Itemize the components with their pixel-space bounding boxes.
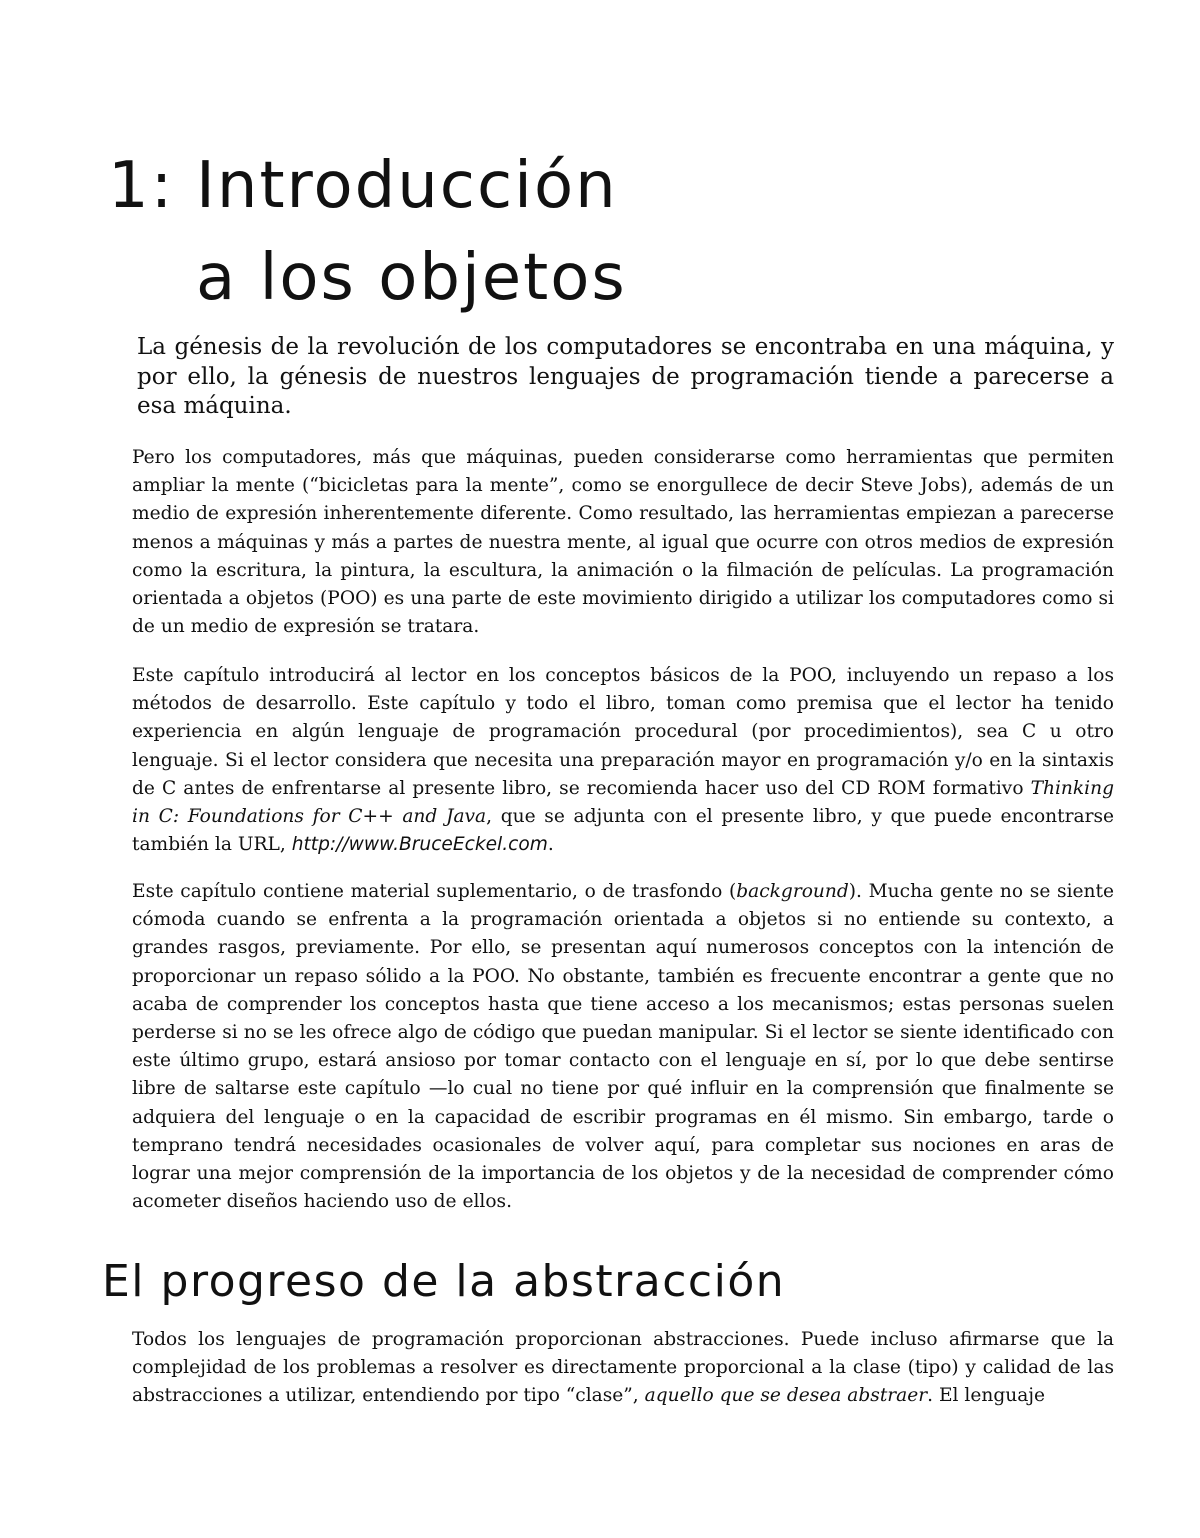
paragraph-3-text-b: ). Mucha gente no se siente cómoda cuando se enfrenta a la programación orientada a objetos si no entiende su contexto, a grandes rasgos, previamente. Por ello, se presentan aquí numerosos conceptos con la intención de proporcionar un repaso sólido a la POO. No obstante, también es frecuente encontrar a gente que no acaba de comprender los conceptos hasta que tiene acceso a los mecanismos; estas personas suelen perderse si no se les ofrece algo de código que puedan manipular. Si el lector se siente identificado con este último grupo, estará ansioso por tomar contacto con el lenguaje en sí, por lo que debe sentirse libre de saltarse este capítulo —lo cual no tiene por qué influir en la comprensión que finalmente se adquiera del lenguaje o en la capacidad de escribir programas en él mismo. Sin embargo, tarde o temprano tendrá necesidades ocasionales de volver aquí, para completar sus nociones en aras de lograr una mejor comprensión de la importancia de los objetos y de la necesidad de comprender cómo acometer diseños haciendo uso de ellos. [132, 881, 1114, 1213]
paragraph-4-text-b: . El lenguaje [927, 1385, 1046, 1407]
chapter-title [108, 140, 627, 324]
paragraph-2-text-b: , que se adjunta con el presente libro, y que puede encontrarse también la URL, [132, 806, 1115, 856]
paragraph-3 [132, 878, 1114, 1216]
chapter-number: 1: [108, 149, 175, 223]
paragraph-2-text-a: Este capítulo introducirá al lector en los conceptos básicos de la POO, incluyendo un repaso a los métodos de desarrollo. Este capítulo y todo el libro, toman como premisa que el lector ha tenido experiencia en algún lenguaje de programación procedural (por procedimientos), sea C u otro lenguaje. Si el lector considera que necesita una preparación mayor en programación y/o en la sintaxis de C antes de enfrentarse al presente libro, se recomienda hacer uso del CD ROM formativo [132, 665, 1114, 799]
paragraph-3-text-a: Este capítulo contiene material suplementario, o de trasfondo ( [132, 881, 737, 902]
paragraph-1: Pero los computadores, más que máquinas, pueden considerarse como herramientas que permiten ampliar la mente (“bicicletas para la mente”, como se enorgullece de decir Steve Jobs), además de un medio de expresión inherentemente diferente. Como resultado, las herramientas empiezan a parecerse menos a máquinas y más a partes de nuestra mente, al igual que ocurre con otros medios de expresión como la escritura, la pintura, la escultura, la animación o la filmación de películas. La programación orientada a objetos (POO) es una parte de este movimiento dirigido a utilizar los computadores como si de un medio de expresión se tratara. [132, 447, 1114, 638]
chapter-title-line2: a los objetos [196, 241, 627, 315]
lead-paragraph: La génesis de la revolución de los computadores se encontraba en una máquina, y por ello, la génesis de nuestros lenguajes de programación tiende a parecerse a esa máquina. [137, 334, 1114, 419]
section-title: El progreso de la abstracción [102, 1256, 786, 1307]
chapter-title-line1: Introducción [196, 149, 618, 223]
website-url: http://www.BruceEckel.com [291, 834, 548, 856]
paragraph-4-text-a: Todos los lenguajes de programación proporcionan abstracciones. Puede incluso afirmarse que la complejidad de los problemas a resolver es directamente proporcional a la clase (tipo) y calidad de las abstracciones a utilizar, entendiendo por tipo “clase”, [132, 1329, 1114, 1407]
paragraph-2 [132, 662, 1114, 859]
paragraph-4-emphasis: aquello que se desea abstraer [644, 1385, 928, 1407]
paragraph-2-text-c: . [547, 834, 554, 856]
book-title: Thinking in C: Foundations for C++ and Java [132, 777, 1114, 828]
term-background: background [736, 881, 849, 902]
paragraph-4 [132, 1326, 1114, 1411]
